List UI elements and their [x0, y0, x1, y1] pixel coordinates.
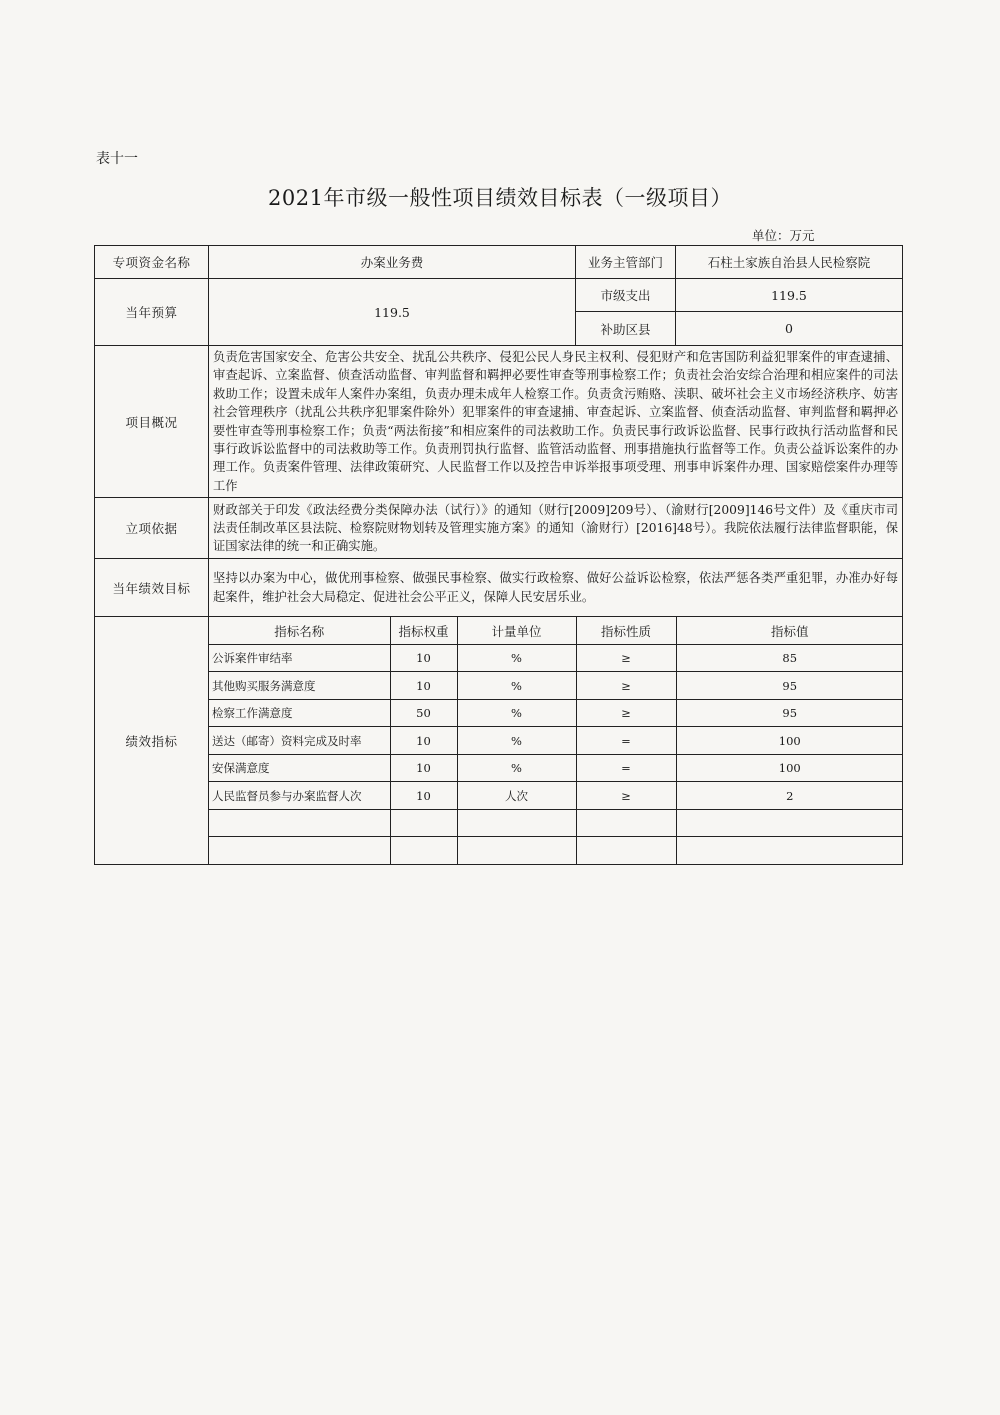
- indicators-table: [209, 617, 903, 864]
- indicator-name: [209, 837, 390, 864]
- indicator-unit: 人次: [457, 782, 576, 810]
- indicator-name: [209, 809, 390, 837]
- budget-value: 119.5: [209, 279, 576, 346]
- indicator-name: 送达（邮寄）资料完成及时率: [209, 727, 390, 755]
- budget-label: 当年预算: [95, 279, 209, 346]
- indicator-weight: 10: [390, 644, 457, 672]
- indicator-value: 95: [676, 672, 903, 700]
- indicator-unit: %: [457, 644, 576, 672]
- goal-row: [95, 559, 903, 617]
- indicator-unit: %: [457, 699, 576, 727]
- table-number-label: 表十一: [96, 151, 138, 167]
- header-measure-unit: 计量单位: [457, 617, 576, 644]
- indicator-value: 85: [676, 644, 903, 672]
- indicator-weight: [390, 837, 457, 864]
- table-row: [209, 727, 903, 755]
- indicator-nature: [576, 837, 676, 864]
- dept-value: 石柱土家族自治县人民检察院: [676, 246, 903, 279]
- fund-row: [95, 246, 903, 279]
- unit-note: 单位：万元: [752, 228, 815, 243]
- overview-row: [95, 346, 903, 498]
- basis-label: 立项依据: [95, 498, 209, 559]
- goal-text: 坚持以办案为中心，做优刑事检察、做强民事检察、做实行政检察、做好公益诉讼检察，依法严惩各类严重犯罪，办准办好每起案件，维护社会大局稳定、促进社会公平正义，保障人民安居乐业。: [209, 559, 903, 617]
- header-indicator-weight: 指标权重: [390, 617, 457, 644]
- indicator-value: 95: [676, 699, 903, 727]
- indicator-nature: ≥: [576, 699, 676, 727]
- indicator-unit: [457, 837, 576, 864]
- indicator-name: 其他购买服务满意度: [209, 672, 390, 700]
- indicators-header-row: [209, 617, 903, 644]
- table-row: [209, 782, 903, 810]
- page-title: 2021年市级一般性项目绩效目标表（一级项目）: [268, 186, 732, 210]
- county-subsidy-value: 0: [676, 312, 903, 346]
- table-row: [209, 809, 903, 837]
- indicator-nature: =: [576, 754, 676, 782]
- indicator-unit: %: [457, 754, 576, 782]
- indicators-cell: [209, 617, 903, 865]
- budget-row: [95, 279, 903, 312]
- performance-goal-table: [94, 245, 903, 865]
- indicator-value: [676, 837, 903, 864]
- table-row: [209, 699, 903, 727]
- indicator-weight: 10: [390, 782, 457, 810]
- city-expense-value: 119.5: [676, 279, 903, 312]
- indicator-nature: ≥: [576, 782, 676, 810]
- overview-label: 项目概况: [95, 346, 209, 498]
- overview-text: 负责危害国家安全、危害公共安全、扰乱公共秩序、侵犯公民人身民主权利、侵犯财产和危害国防利益犯罪案件的审查逮捕、审查起诉、立案监督、侦查活动监督、审判监督和羁押必要性审查等刑事检察工作；负责社会治安综合治理和相应案件的司法救助工作；设置未成年人案件办案组，负责办理未成年人检察工作。负责贪污贿赂、渎职、破坏社会主义市场经济秩序、妨害社会管理秩序（扰乱公共秩序犯罪案件除外）犯罪案件的审查逮捕、审查起诉、立案监督、侦查活动监督、审判监督和羁押必要性审查等刑事检察工作；负责“两法衔接”和相应案件的司法救助工作。负责民事行政诉讼监督、民事行政执行活动监督和民事行政诉讼监督中的司法救助等工作。负责刑罚执行监督、监管活动监督、刑事措施执行监督等工作。负责公益诉讼案件的办理工作。负责案件管理、法律政策研究、人民监督工作以及控告申诉举报事项受理、刑事申诉案件办理、国家赔偿案件办理等工作: [209, 346, 903, 498]
- indicator-weight: 10: [390, 754, 457, 782]
- goal-label: 当年绩效目标: [95, 559, 209, 617]
- indicator-name: 安保满意度: [209, 754, 390, 782]
- indicator-value: 2: [676, 782, 903, 810]
- dept-label: 业务主管部门: [576, 246, 676, 279]
- table-row: [209, 672, 903, 700]
- indicator-nature: [576, 809, 676, 837]
- indicator-unit: %: [457, 672, 576, 700]
- indicator-nature: ≥: [576, 644, 676, 672]
- header-indicator-value: 指标值: [676, 617, 903, 644]
- indicator-weight: [390, 809, 457, 837]
- indicator-unit: %: [457, 727, 576, 755]
- indicator-weight: 50: [390, 699, 457, 727]
- header-indicator-nature: 指标性质: [576, 617, 676, 644]
- indicator-value: 100: [676, 754, 903, 782]
- indicator-nature: =: [576, 727, 676, 755]
- indicator-name: 人民监督员参与办案监督人次: [209, 782, 390, 810]
- basis-row: [95, 498, 903, 559]
- indicator-name: 检察工作满意度: [209, 699, 390, 727]
- indicator-value: [676, 809, 903, 837]
- table-row: [209, 644, 903, 672]
- table-row: [209, 837, 903, 864]
- indicator-name: 公诉案件审结率: [209, 644, 390, 672]
- indicators-label: 绩效指标: [95, 617, 209, 865]
- fund-name-value: 办案业务费: [209, 246, 576, 279]
- fund-name-label: 专项资金名称: [95, 246, 209, 279]
- header-indicator-name: 指标名称: [209, 617, 390, 644]
- indicator-value: 100: [676, 727, 903, 755]
- indicator-nature: ≥: [576, 672, 676, 700]
- indicator-weight: 10: [390, 672, 457, 700]
- indicator-weight: 10: [390, 727, 457, 755]
- basis-text: 财政部关于印发《政法经费分类保障办法（试行）》的通知（财行[2009]209号）、（渝财行[2009]146号文件）及《重庆市司法责任制改革区县法院、检察院财物划转及管理实施方案》的通知（渝财行）[2016]48号）。我院依法履行法律监督职能，保证国家法律的统一和正确实施。: [209, 498, 903, 559]
- indicator-unit: [457, 809, 576, 837]
- indicators-row: [95, 617, 903, 865]
- county-subsidy-label: 补助区县: [576, 312, 676, 346]
- city-expense-label: 市级支出: [576, 279, 676, 312]
- table-row: [209, 754, 903, 782]
